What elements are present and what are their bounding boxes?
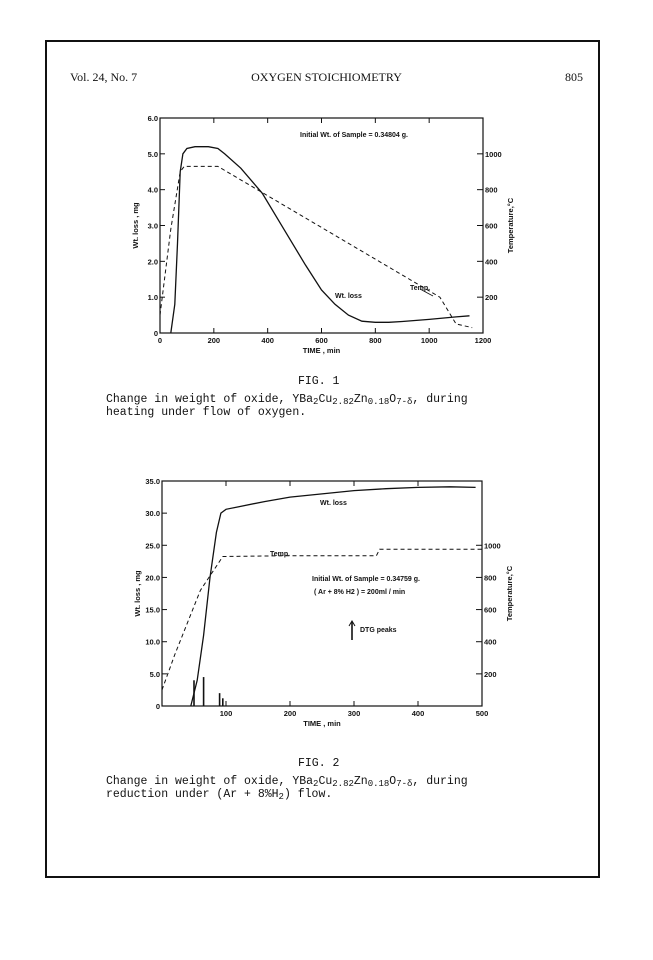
x-tick-label: 1000 bbox=[420, 336, 438, 345]
y-tick-label: 3.0 bbox=[147, 221, 158, 231]
x-tick-label: 200 bbox=[207, 336, 221, 345]
y-tick-label: 0 bbox=[153, 329, 158, 338]
x-tick-label: 1200 bbox=[474, 336, 492, 345]
x-tick-label: 600 bbox=[315, 336, 328, 345]
y-tick-label: 30.0 bbox=[145, 509, 160, 519]
y-tick-label: 0 bbox=[155, 702, 160, 711]
figure-1-caption-line2: heating under flow of oxygen. bbox=[106, 406, 307, 419]
x-tick-label: 400 bbox=[411, 709, 425, 718]
figure-2-caption-line2: reduction under $(Ar + 8\%H_2)$ flow. bbox=[106, 788, 333, 802]
y-tick-label: 5.0 bbox=[147, 149, 158, 159]
temperature-line bbox=[162, 549, 482, 690]
y-tick-label: 10.0 bbox=[145, 637, 160, 647]
y2-tick-label: 400 bbox=[484, 637, 497, 647]
running-title: OXYGEN STOICHIOMETRY bbox=[251, 70, 402, 84]
x-tick-label: 100 bbox=[219, 709, 233, 718]
weight-loss-line bbox=[191, 487, 476, 706]
x-axis-label: TIME , min bbox=[302, 346, 341, 355]
annotation-initial-weight: Initial Wt. of Sample = 0.34759 g. bbox=[312, 576, 420, 583]
figure-2-label: FIG. 2 bbox=[298, 757, 340, 770]
y2-tick-label: 400 bbox=[485, 257, 498, 267]
y-tick-label: 6.0 bbox=[147, 114, 158, 123]
y2-tick-label: 1000 bbox=[484, 541, 501, 551]
x-axis-label: TIME , min bbox=[303, 719, 341, 728]
y-tick-label: 4.0 bbox=[147, 185, 158, 195]
x-tick-label: 400 bbox=[261, 336, 274, 345]
y-tick-label: 2.0 bbox=[147, 257, 158, 267]
y2-tick-label: 1000 bbox=[485, 149, 502, 159]
y2-tick-label: 200 bbox=[484, 669, 497, 679]
page-number: 805 bbox=[565, 70, 583, 84]
figure-2-caption-line1: Change in weight of oxide, $YBa_2Cu_{2.82}Zn_{0.18}O_{7-\delta}$, during bbox=[106, 775, 468, 789]
series-label-weight-loss: Wt. loss bbox=[335, 293, 362, 300]
y-axis-label: Wt. loss , mg bbox=[131, 202, 140, 249]
y2-tick-label: 600 bbox=[485, 221, 498, 231]
y2-axis-label: Temperature,°C bbox=[505, 565, 514, 622]
y2-axis-label: Temperature,°C bbox=[506, 197, 515, 254]
y-tick-label: 35.0 bbox=[145, 477, 160, 486]
x-tick-label: 500 bbox=[475, 709, 489, 718]
y-tick-label: 25.0 bbox=[145, 541, 160, 551]
series-label-temp: Temp. bbox=[410, 285, 431, 292]
x-tick-label: 800 bbox=[369, 336, 382, 345]
figure-2-caption bbox=[106, 775, 546, 801]
annotation-initial-weight: Initial Wt. of Sample = 0.34804 g. bbox=[300, 132, 408, 139]
y-axis-label: Wt. loss , mg bbox=[133, 570, 142, 617]
figure-1-label: FIG. 1 bbox=[298, 375, 340, 388]
series-label-weight-loss: Wt. loss bbox=[320, 500, 347, 507]
x-tick-label: 200 bbox=[283, 709, 297, 718]
annotation-gas-flow: ( Ar + 8% H2 ) = 200ml / min bbox=[314, 589, 406, 596]
y2-tick-label: 800 bbox=[484, 573, 497, 583]
y-tick-label: 20.0 bbox=[145, 573, 160, 583]
x-tick-label: 300 bbox=[347, 709, 361, 718]
x-tick-label: 0 bbox=[157, 336, 163, 345]
y2-tick-label: 800 bbox=[485, 185, 498, 195]
series-label-temp: Temp. bbox=[270, 551, 291, 558]
journal-volume: Vol. 24, No. 7 bbox=[70, 70, 138, 84]
dtg-legend-label: DTG peaks bbox=[360, 627, 397, 634]
y-tick-label: 1.0 bbox=[147, 293, 158, 303]
y-tick-label: 15.0 bbox=[145, 605, 160, 615]
y2-tick-label: 200 bbox=[485, 293, 498, 303]
y-tick-label: 5.0 bbox=[149, 669, 160, 679]
y2-tick-label: 600 bbox=[484, 605, 497, 615]
figure-1-caption-line1: Change in weight of oxide, $YBa_2Cu_{2.82}Zn_{0.18}O_{7-\delta}$, during bbox=[106, 393, 468, 407]
